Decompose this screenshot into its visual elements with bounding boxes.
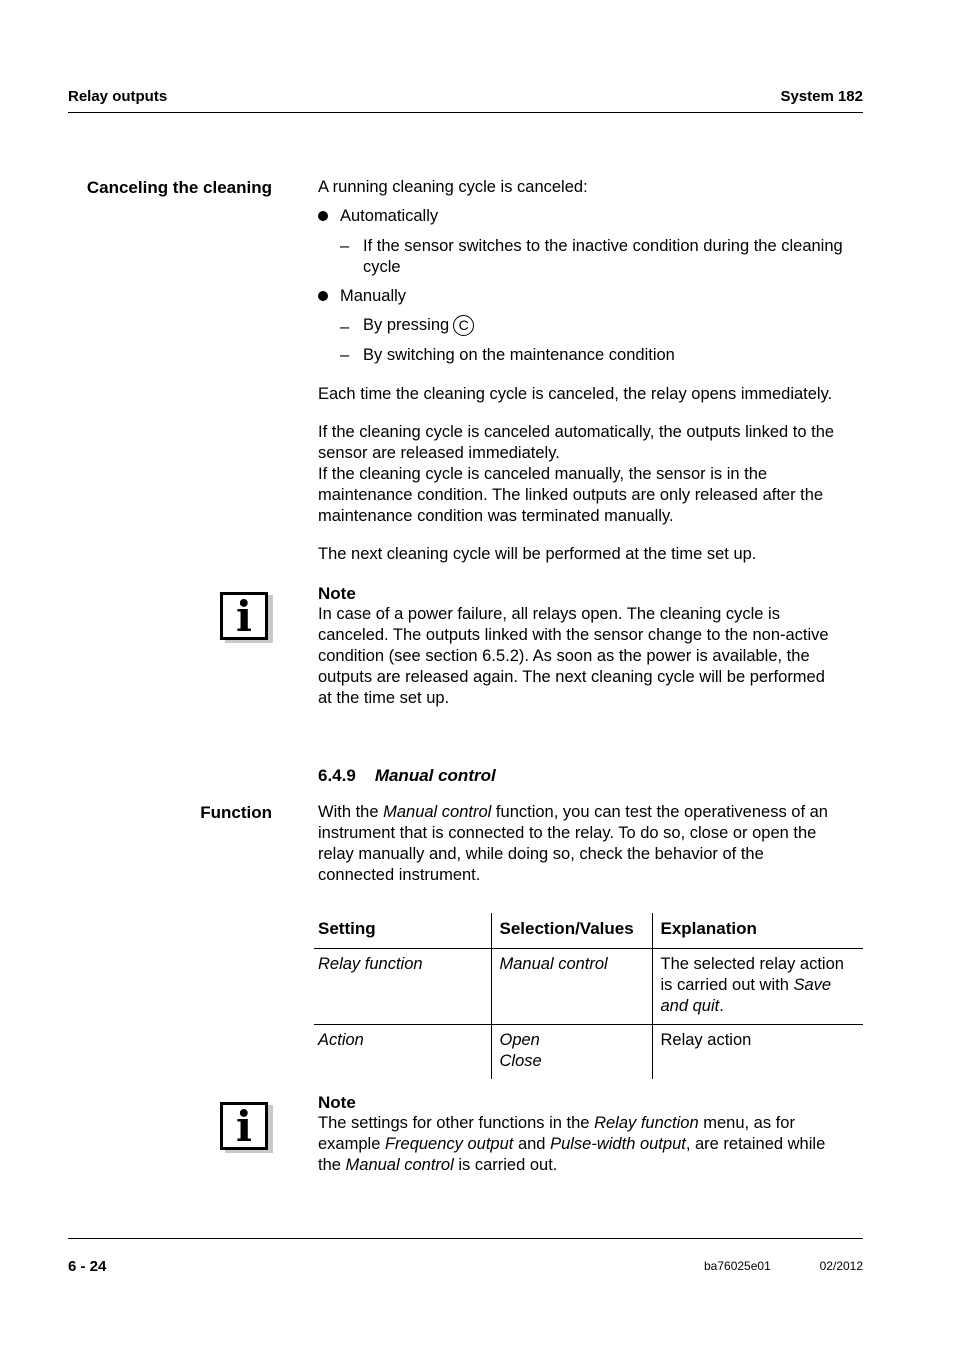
- manual-dash-pressing: [363, 315, 474, 336]
- info-icon: i: [220, 592, 268, 640]
- dash-mark: –: [340, 237, 350, 255]
- table-header-row: [314, 913, 863, 949]
- page-number: 6 - 24: [68, 1258, 107, 1275]
- section-title: Manual control: [374, 766, 496, 785]
- bullet-dot: [318, 291, 328, 301]
- table-row: [314, 1025, 863, 1080]
- cell-value: Open Close: [491, 1025, 652, 1080]
- text-line: the Manual control is carried out.: [318, 1156, 558, 1174]
- function-paragraph: [318, 802, 868, 886]
- text-line: If the cleaning cycle is canceled automatically, the outputs linked to the: [318, 423, 835, 441]
- text-line: at the time set up.: [318, 689, 450, 707]
- note-title: Note: [318, 1093, 356, 1112]
- settings-table: [314, 913, 863, 1079]
- column-header-selection: Selection/Values: [491, 913, 652, 949]
- text-line: If the cleaning cycle is canceled manually, the sensor is in the: [318, 465, 768, 483]
- text-line: maintenance condition was terminated manually.: [318, 507, 674, 525]
- auto-dash-line-2: cycle: [363, 258, 401, 276]
- running-header-right: System 182: [780, 88, 863, 105]
- canceling-intro: A running cleaning cycle is canceled:: [318, 178, 588, 196]
- text-line: maintenance condition. The linked outputs are only released after the: [318, 486, 824, 504]
- note-settings-retained: [318, 1092, 868, 1176]
- cell-setting: Relay function: [318, 955, 423, 973]
- section-heading-6-4-9: [318, 765, 496, 786]
- text-line: sensor are released immediately.: [318, 444, 560, 462]
- text-line: canceled. The outputs linked with the sensor change to the non-active: [318, 626, 829, 644]
- column-header-setting: Setting: [318, 919, 376, 938]
- text-line: The settings for other functions in the Relay function menu, as for: [318, 1114, 795, 1132]
- dash-mark: –: [340, 318, 350, 336]
- text-line: connected instrument.: [318, 866, 481, 884]
- cell-explanation: The selected relay action is carried out with Save and quit.: [652, 949, 863, 1025]
- running-header-left: Relay outputs: [68, 88, 168, 105]
- paragraph-next-cycle: The next cleaning cycle will be performed at the time set up.: [318, 545, 757, 563]
- c-key-icon: C: [453, 315, 474, 336]
- side-heading-function: Function: [200, 803, 272, 822]
- bullet-dot: [318, 211, 328, 221]
- footer-rule: [68, 1238, 863, 1239]
- bullet-manually: Manually: [340, 287, 407, 305]
- text-line: With the Manual control function, you can test the operativeness of an: [318, 803, 828, 821]
- table-row: [314, 949, 863, 1025]
- text-line: In case of a power failure, all relays open. The cleaning cycle is: [318, 605, 780, 623]
- column-header-explanation: Explanation: [652, 913, 863, 949]
- auto-dash-item: [363, 236, 873, 278]
- text-line: example Frequency output and Pulse-width output, are retained while: [318, 1135, 826, 1153]
- info-icon: i: [220, 1102, 268, 1150]
- paragraph-canceled-modes: [318, 422, 868, 527]
- text-line: condition (see section 6.5.2). As soon as the power is available, the: [318, 647, 810, 665]
- pressing-text: By pressing: [363, 316, 450, 334]
- cell-explanation: Relay action: [652, 1025, 863, 1080]
- text-line: relay manually and, while doing so, check the behavior of the: [318, 845, 764, 863]
- section-number: 6.4.9: [318, 766, 356, 785]
- text-line: outputs are released again. The next cleaning cycle will be performed: [318, 668, 825, 686]
- document-id: ba76025e01: [704, 1259, 771, 1273]
- auto-dash-line-1: If the sensor switches to the inactive condition during the cleaning: [363, 237, 843, 255]
- side-heading-canceling: Canceling the cleaning: [86, 178, 272, 197]
- bullet-automatically: Automatically: [340, 207, 439, 225]
- dash-mark: –: [340, 346, 350, 364]
- cell-setting: Action: [318, 1031, 364, 1049]
- document-date: 02/2012: [819, 1259, 863, 1273]
- paragraph-relay-opens: Each time the cleaning cycle is canceled, the relay opens immediately.: [318, 385, 833, 403]
- header-rule: [68, 112, 863, 113]
- note-title: Note: [318, 584, 356, 603]
- note-power-failure: [318, 583, 868, 709]
- cell-value: Manual control: [491, 949, 652, 1025]
- text-line: instrument that is connected to the relay. To do so, close or open the: [318, 824, 817, 842]
- manual-dash-maintenance: By switching on the maintenance condition: [363, 346, 675, 364]
